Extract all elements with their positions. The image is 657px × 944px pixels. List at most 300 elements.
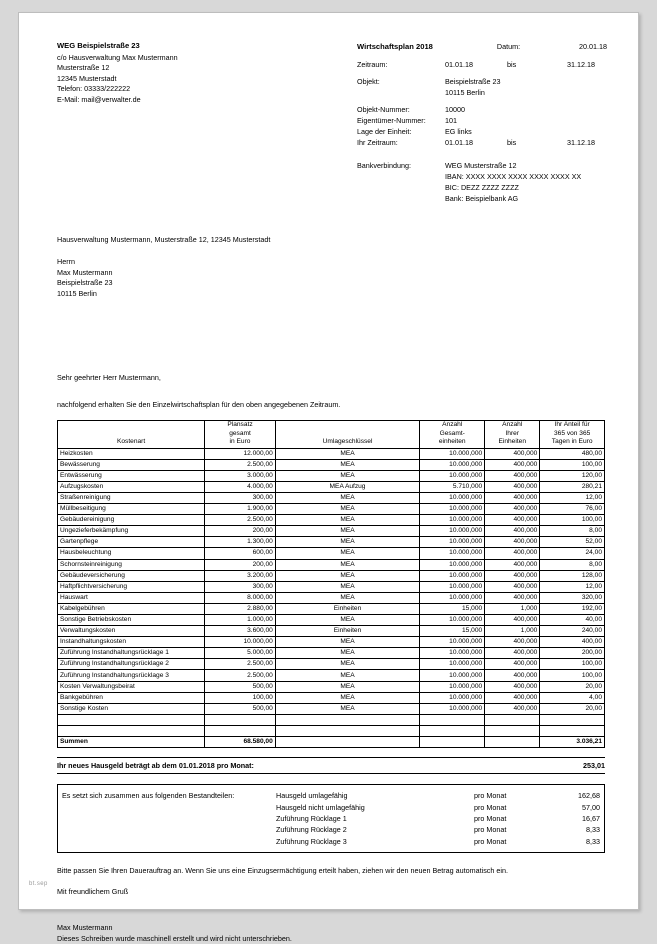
hausgeld-label: Ihr neues Hausgeld beträgt ab dem 01.01.2018 pro Monat: (57, 761, 254, 771)
row-umlageschluessel: MEA (275, 692, 419, 703)
component-period: pro Monat (474, 791, 507, 801)
table-row (58, 670, 605, 681)
row-plansatz: 1.900,00 (205, 504, 276, 515)
table-row (58, 559, 605, 570)
row-ihre-einheiten: 1,000 (485, 603, 540, 614)
row-plansatz: 3.000,00 (205, 470, 276, 481)
cost-table (57, 420, 605, 748)
component-period: pro Monat (474, 825, 507, 835)
row-umlageschluessel (275, 714, 419, 725)
sender-company: WEG Beispielstraße 23 (57, 41, 140, 50)
row-plansatz: 200,00 (205, 559, 276, 570)
your-period-from: 01.01.18 (445, 138, 473, 147)
row-kostenart: Aufzugskosten (58, 481, 205, 492)
row-plansatz: 300,00 (205, 581, 276, 592)
row-gesamteinheiten: 10.000,000 (420, 515, 485, 526)
row-gesamteinheiten: 10.000,000 (420, 637, 485, 648)
row-kostenart: Heizkosten (58, 448, 205, 459)
row-anteil (540, 725, 605, 736)
sum-row (58, 737, 605, 748)
component-spacer (62, 824, 276, 835)
row-plansatz: 2.500,00 (205, 515, 276, 526)
table-row (58, 581, 605, 592)
row-kostenart: Gebäudeversicherung (58, 570, 205, 581)
row-umlageschluessel: MEA (275, 570, 419, 581)
recipient-salutation: Herrn (57, 257, 75, 266)
row-umlageschluessel: MEA (275, 592, 419, 603)
bank-row (357, 160, 607, 171)
table-row (58, 515, 605, 526)
row-anteil: 20,00 (540, 681, 605, 692)
table-row (58, 648, 605, 659)
row-umlageschluessel: Einheiten (275, 603, 419, 614)
document-sheet (18, 12, 639, 944)
component-row (62, 790, 600, 801)
row-ihre-einheiten: 400,000 (485, 637, 540, 648)
header-anteil (540, 421, 605, 448)
object-number-label: Objekt-Nummer: (357, 105, 410, 114)
header-gesamt-l2: Gesamt- (439, 429, 465, 437)
letter-intro: nachfolgend erhalten Sie den Einzelwirtschaftsplan für den oben angegebenen Zeitraum. (57, 400, 341, 410)
row-gesamteinheiten: 10.000,000 (420, 581, 485, 592)
row-anteil: 128,00 (540, 570, 605, 581)
period-from: 01.01.18 (445, 60, 473, 69)
table-row (58, 714, 605, 725)
row-plansatz: 2.500,00 (205, 670, 276, 681)
unit-row (357, 126, 607, 137)
plan-title-row (357, 41, 607, 52)
unit-label: Lage der Einheit: (357, 127, 412, 136)
row-kostenart: Haftpflichtversicherung (58, 581, 205, 592)
table-row (58, 459, 605, 470)
sender-email: E-Mail: mail@verwalter.de (57, 94, 141, 104)
row-ihre-einheiten: 400,000 (485, 659, 540, 670)
row-ihre-einheiten: 400,000 (485, 481, 540, 492)
object-value-street: Beispielstraße 23 (445, 77, 501, 86)
component-spacer (62, 836, 276, 847)
table-row (58, 526, 605, 537)
row-anteil (540, 714, 605, 725)
row-anteil: 400,00 (540, 637, 605, 648)
period-label: Zeitraum: (357, 60, 388, 69)
header-kostenart-label: Kostenart (116, 438, 146, 446)
table-row (58, 692, 605, 703)
footer-note: Bitte passen Sie Ihren Dauerauftrag an. Wenn Sie uns eine Einzugsermächtigung erteilt haben, ziehen wir den neuen Betrag automatisch ein. (57, 866, 508, 876)
row-ihre-einheiten: 400,000 (485, 515, 540, 526)
component-value: 57,00 (582, 802, 600, 812)
document-body (57, 41, 605, 944)
row-plansatz: 4.000,00 (205, 481, 276, 492)
row-kostenart: Zuführung Instandhaltungsrücklage 2 (58, 659, 205, 670)
table-row (58, 659, 605, 670)
recipient-street: Beispielstraße 23 (57, 278, 113, 288)
row-ihre-einheiten (485, 714, 540, 725)
row-umlageschluessel (275, 725, 419, 736)
header-umlageschluessel (275, 421, 419, 448)
row-umlageschluessel: Einheiten (275, 626, 419, 637)
row-kostenart: Zuführung Instandhaltungsrücklage 3 (58, 670, 205, 681)
component-spacer (62, 813, 276, 824)
row-ihre-einheiten: 400,000 (485, 692, 540, 703)
row-kostenart: Hausbeleuchtung (58, 548, 205, 559)
row-ihre-einheiten: 400,000 (485, 470, 540, 481)
row-anteil: 4,00 (540, 692, 605, 703)
component-name: Zuführung Rücklage 2 (276, 825, 347, 835)
row-ihre-einheiten: 400,000 (485, 459, 540, 470)
footer-signer-name: Max Mustermann (57, 923, 113, 933)
owner-number-row (357, 115, 607, 126)
header-plansatz-l2: gesamt (229, 429, 251, 437)
bank-name: WEG Musterstraße 12 (445, 161, 517, 170)
table-row (58, 481, 605, 492)
row-gesamteinheiten: 10.000,000 (420, 470, 485, 481)
object-label: Objekt: (357, 77, 380, 86)
row-gesamteinheiten: 10.000,000 (420, 537, 485, 548)
row-umlageschluessel: MEA (275, 559, 419, 570)
row-ihre-einheiten (485, 725, 540, 736)
row-anteil: 100,00 (540, 459, 605, 470)
row-kostenart: Ungezieferbekämpfung (58, 526, 205, 537)
sender-city: 12345 Musterstadt (57, 73, 117, 83)
component-period: pro Monat (474, 836, 507, 846)
row-anteil: 12,00 (540, 581, 605, 592)
row-umlageschluessel: MEA (275, 670, 419, 681)
cost-table-head (58, 421, 605, 448)
row-gesamteinheiten: 10.000,000 (420, 703, 485, 714)
components-intro: Es setzt sich zusammen aus folgenden Bestandteilen: (62, 791, 235, 801)
table-row (58, 626, 605, 637)
components-box (57, 784, 605, 853)
header-plansatz-l1: Plansatz (227, 421, 253, 429)
sum-ie-blank (485, 737, 540, 748)
sender-block (57, 41, 297, 106)
row-umlageschluessel: MEA (275, 637, 419, 648)
row-kostenart: Sonstige Betriebskosten (58, 615, 205, 626)
component-value: 162,68 (578, 791, 600, 801)
your-period-row (357, 137, 607, 148)
row-umlageschluessel: MEA (275, 703, 419, 714)
row-umlageschluessel: MEA (275, 470, 419, 481)
table-row (58, 703, 605, 714)
object-city-row (357, 87, 607, 98)
row-ihre-einheiten: 400,000 (485, 581, 540, 592)
row-kostenart: Instandhaltungskosten (58, 637, 205, 648)
row-kostenart: Gebäudereinigung (58, 515, 205, 526)
row-umlageschluessel: MEA (275, 681, 419, 692)
table-row (58, 592, 605, 603)
table-row (58, 470, 605, 481)
row-gesamteinheiten: 10.000,000 (420, 570, 485, 581)
bank-spacer-2 (357, 182, 445, 193)
row-ihre-einheiten: 400,000 (485, 648, 540, 659)
row-plansatz: 100,00 (205, 692, 276, 703)
row-kostenart: Kosten Verwaltungsbeirat (58, 681, 205, 692)
header-anteil-l1: Ihr Anteil für (554, 421, 590, 429)
row-kostenart (58, 725, 205, 736)
sum-plan: 68.580,00 (205, 737, 276, 748)
watermark: bt.sep (29, 881, 48, 887)
period-row (357, 59, 607, 70)
bank-iban-row (357, 171, 607, 182)
your-period-label: Ihr Zeitraum: (357, 138, 398, 147)
row-plansatz: 2.500,00 (205, 459, 276, 470)
row-kostenart: Straßenreinigung (58, 492, 205, 503)
table-row (58, 548, 605, 559)
row-gesamteinheiten: 10.000,000 (420, 459, 485, 470)
your-period-to: 31.12.18 (567, 138, 595, 147)
row-plansatz: 10.000,00 (205, 637, 276, 648)
period-mid: bis (507, 60, 517, 69)
row-anteil: 100,00 (540, 670, 605, 681)
row-kostenart: Schornsteinreinigung (58, 559, 205, 570)
hausgeld-summary (57, 757, 605, 774)
table-row (58, 492, 605, 503)
header-anteil-l2: 365 von 365 (553, 429, 591, 437)
row-plansatz: 2.880,00 (205, 603, 276, 614)
cost-table-body (58, 448, 605, 736)
cost-table-header-row (58, 421, 605, 448)
component-period: pro Monat (474, 802, 507, 812)
component-value: 16,67 (582, 813, 600, 823)
row-anteil: 480,00 (540, 448, 605, 459)
bank-institution: Bank: Beispielbank AG (445, 194, 519, 203)
row-plansatz: 12.000,00 (205, 448, 276, 459)
row-plansatz: 500,00 (205, 703, 276, 714)
header-anzahl-ihrer (485, 421, 540, 448)
row-gesamteinheiten (420, 714, 485, 725)
row-anteil: 20,00 (540, 703, 605, 714)
your-period-mid: bis (507, 138, 517, 147)
row-gesamteinheiten (420, 725, 485, 736)
row-ihre-einheiten: 400,000 (485, 504, 540, 515)
row-gesamteinheiten: 10.000,000 (420, 559, 485, 570)
row-anteil: 192,00 (540, 603, 605, 614)
header-umlage-label: Umlageschlüssel (322, 438, 373, 446)
owner-number-value: 101 (445, 116, 457, 125)
cost-table-foot (58, 737, 605, 748)
bank-iban: IBAN: XXXX XXXX XXXX XXXX XXXX XX (445, 172, 582, 181)
footer-disclaimer: Dieses Schreiben wurde maschinell erstellt und wird nicht unterschrieben. (57, 934, 292, 944)
bank-bic-row (357, 182, 607, 193)
component-row (62, 802, 600, 813)
row-plansatz: 8.000,00 (205, 592, 276, 603)
bank-spacer-3 (357, 193, 445, 204)
row-gesamteinheiten: 10.000,000 (420, 659, 485, 670)
row-kostenart: Müllbeseitigung (58, 504, 205, 515)
component-value: 8,33 (586, 836, 600, 846)
object-row (357, 76, 607, 87)
row-anteil: 200,00 (540, 648, 605, 659)
row-plansatz: 200,00 (205, 526, 276, 537)
row-plansatz: 1.300,00 (205, 537, 276, 548)
row-umlageschluessel: MEA (275, 504, 419, 515)
period-to: 31.12.18 (567, 60, 595, 69)
row-umlageschluessel: MEA (275, 615, 419, 626)
row-ihre-einheiten: 400,000 (485, 537, 540, 548)
row-plansatz: 3.600,00 (205, 626, 276, 637)
object-number-value: 10000 (445, 105, 465, 114)
object-spacer (357, 87, 445, 98)
row-kostenart: Zuführung Instandhaltungsrücklage 1 (58, 648, 205, 659)
row-anteil: 100,00 (540, 659, 605, 670)
row-plansatz: 3.200,00 (205, 570, 276, 581)
sender-street: Musterstraße 12 (57, 63, 110, 73)
row-gesamteinheiten: 10.000,000 (420, 681, 485, 692)
header-ihrer-l1: Anzahl (502, 421, 523, 429)
row-gesamteinheiten: 10.000,000 (420, 670, 485, 681)
table-row (58, 615, 605, 626)
header-gesamt-l3: einheiten (438, 438, 466, 446)
row-gesamteinheiten: 10.000,000 (420, 692, 485, 703)
recipient-name: Max Mustermann (57, 267, 113, 277)
table-row (58, 681, 605, 692)
row-umlageschluessel: MEA (275, 492, 419, 503)
header-ihrer-l2: Ihrer (505, 429, 520, 437)
row-kostenart (58, 714, 205, 725)
row-kostenart: Bankgebühren (58, 692, 205, 703)
row-ihre-einheiten: 400,000 (485, 592, 540, 603)
row-kostenart: Sonstige Kosten (58, 703, 205, 714)
row-umlageschluessel: MEA (275, 459, 419, 470)
table-row (58, 570, 605, 581)
row-umlageschluessel: MEA (275, 548, 419, 559)
component-row (62, 824, 600, 835)
component-name: Zuführung Rücklage 3 (276, 836, 347, 846)
table-row (58, 603, 605, 614)
row-umlageschluessel: MEA (275, 526, 419, 537)
bank-spacer-1 (357, 171, 445, 182)
row-kostenart: Gartenpflege (58, 537, 205, 548)
sender-co-line: c/o Hausverwaltung Max Mustermann (57, 52, 178, 62)
letter-salutation: Sehr geehrter Herr Mustermann, (57, 373, 161, 383)
row-anteil: 8,00 (540, 526, 605, 537)
row-kostenart: Entwässerung (58, 470, 205, 481)
row-ihre-einheiten: 400,000 (485, 703, 540, 714)
row-gesamteinheiten: 10.000,000 (420, 592, 485, 603)
row-gesamteinheiten: 15,000 (420, 626, 485, 637)
row-plansatz: 500,00 (205, 681, 276, 692)
hausgeld-value: 253,01 (583, 761, 605, 771)
component-name: Hausgeld nicht umlagefähig (276, 802, 365, 812)
footer-signer-block (57, 922, 605, 944)
row-ihre-einheiten: 400,000 (485, 548, 540, 559)
document-header (57, 41, 605, 201)
row-ihre-einheiten: 1,000 (485, 626, 540, 637)
recipient-city: 10115 Berlin (57, 288, 97, 298)
row-gesamteinheiten: 10.000,000 (420, 504, 485, 515)
row-plansatz: 1.000,00 (205, 615, 276, 626)
row-anteil: 120,00 (540, 470, 605, 481)
plan-meta-block (357, 41, 607, 204)
unit-value: EG links (445, 127, 472, 136)
row-anteil: 100,00 (540, 515, 605, 526)
row-gesamteinheiten: 10.000,000 (420, 548, 485, 559)
component-name: Hausgeld umlagefähig (276, 791, 348, 801)
row-gesamteinheiten: 15,000 (420, 603, 485, 614)
plan-title: Wirtschaftsplan 2018 (357, 42, 433, 51)
sum-ge-blank (420, 737, 485, 748)
owner-number-label: Eigentümer-Nummer: (357, 116, 426, 125)
row-umlageschluessel: MEA (275, 537, 419, 548)
bank-inst-row (357, 193, 607, 204)
row-gesamteinheiten: 10.000,000 (420, 526, 485, 537)
row-gesamteinheiten: 5.710,000 (420, 481, 485, 492)
row-ihre-einheiten: 400,000 (485, 559, 540, 570)
row-umlageschluessel: MEA Aufzug (275, 481, 419, 492)
component-name: Zuführung Rücklage 1 (276, 813, 347, 823)
header-kostenart (58, 421, 205, 448)
table-row (58, 448, 605, 459)
return-address-line: Hausverwaltung Mustermann, Musterstraße 12, 12345 Musterstadt (57, 235, 271, 244)
row-ihre-einheiten: 400,000 (485, 670, 540, 681)
table-row (58, 725, 605, 736)
date-label: Datum: (496, 42, 521, 51)
row-anteil: 40,00 (540, 615, 605, 626)
row-ihre-einheiten: 400,000 (485, 448, 540, 459)
row-anteil: 240,00 (540, 626, 605, 637)
component-period: pro Monat (474, 813, 507, 823)
row-anteil: 320,00 (540, 592, 605, 603)
row-anteil: 24,00 (540, 548, 605, 559)
row-plansatz: 600,00 (205, 548, 276, 559)
row-plansatz: 2.500,00 (205, 659, 276, 670)
table-row (58, 504, 605, 515)
date-value: 20.01.18 (579, 42, 607, 51)
sum-key-blank (275, 737, 419, 748)
sum-share: 3.036,21 (540, 737, 605, 748)
row-kostenart: Hauswart (58, 592, 205, 603)
row-anteil: 280,21 (540, 481, 605, 492)
sum-label: Summen (58, 737, 205, 748)
row-ihre-einheiten: 400,000 (485, 615, 540, 626)
bank-label: Bankverbindung: (357, 161, 411, 170)
table-row (58, 637, 605, 648)
row-anteil: 52,00 (540, 537, 605, 548)
row-ihre-einheiten: 400,000 (485, 570, 540, 581)
component-row (62, 813, 600, 824)
bank-bic: BIC: DEZZ ZZZZ ZZZZ (445, 183, 519, 192)
row-plansatz: 300,00 (205, 492, 276, 503)
row-umlageschluessel: MEA (275, 515, 419, 526)
row-anteil: 8,00 (540, 559, 605, 570)
component-spacer (62, 802, 276, 813)
table-row (58, 537, 605, 548)
row-kostenart: Bewässerung (58, 459, 205, 470)
header-gesamt-l1: Anzahl (442, 421, 463, 429)
row-kostenart: Kabelgebühren (58, 603, 205, 614)
row-gesamteinheiten: 10.000,000 (420, 492, 485, 503)
recipient-address (57, 257, 605, 299)
row-umlageschluessel: MEA (275, 581, 419, 592)
components-rows (62, 790, 600, 847)
component-row (62, 836, 600, 847)
row-ihre-einheiten: 400,000 (485, 526, 540, 537)
row-kostenart: Verwaltungskosten (58, 626, 205, 637)
row-ihre-einheiten: 400,000 (485, 492, 540, 503)
row-anteil: 76,00 (540, 504, 605, 515)
footer-greeting: Mit freundlichem Gruß (57, 887, 129, 897)
header-anteil-l3: Tagen in Euro (551, 438, 593, 446)
header-anzahl-gesamt (420, 421, 485, 448)
row-plansatz (205, 725, 276, 736)
header-ihrer-l3: Einheiten (498, 438, 526, 446)
row-gesamteinheiten: 10.000,000 (420, 648, 485, 659)
row-umlageschluessel: MEA (275, 659, 419, 670)
row-umlageschluessel: MEA (275, 648, 419, 659)
row-ihre-einheiten: 400,000 (485, 681, 540, 692)
row-gesamteinheiten: 10.000,000 (420, 448, 485, 459)
object-value-city: 10115 Berlin (445, 88, 485, 97)
